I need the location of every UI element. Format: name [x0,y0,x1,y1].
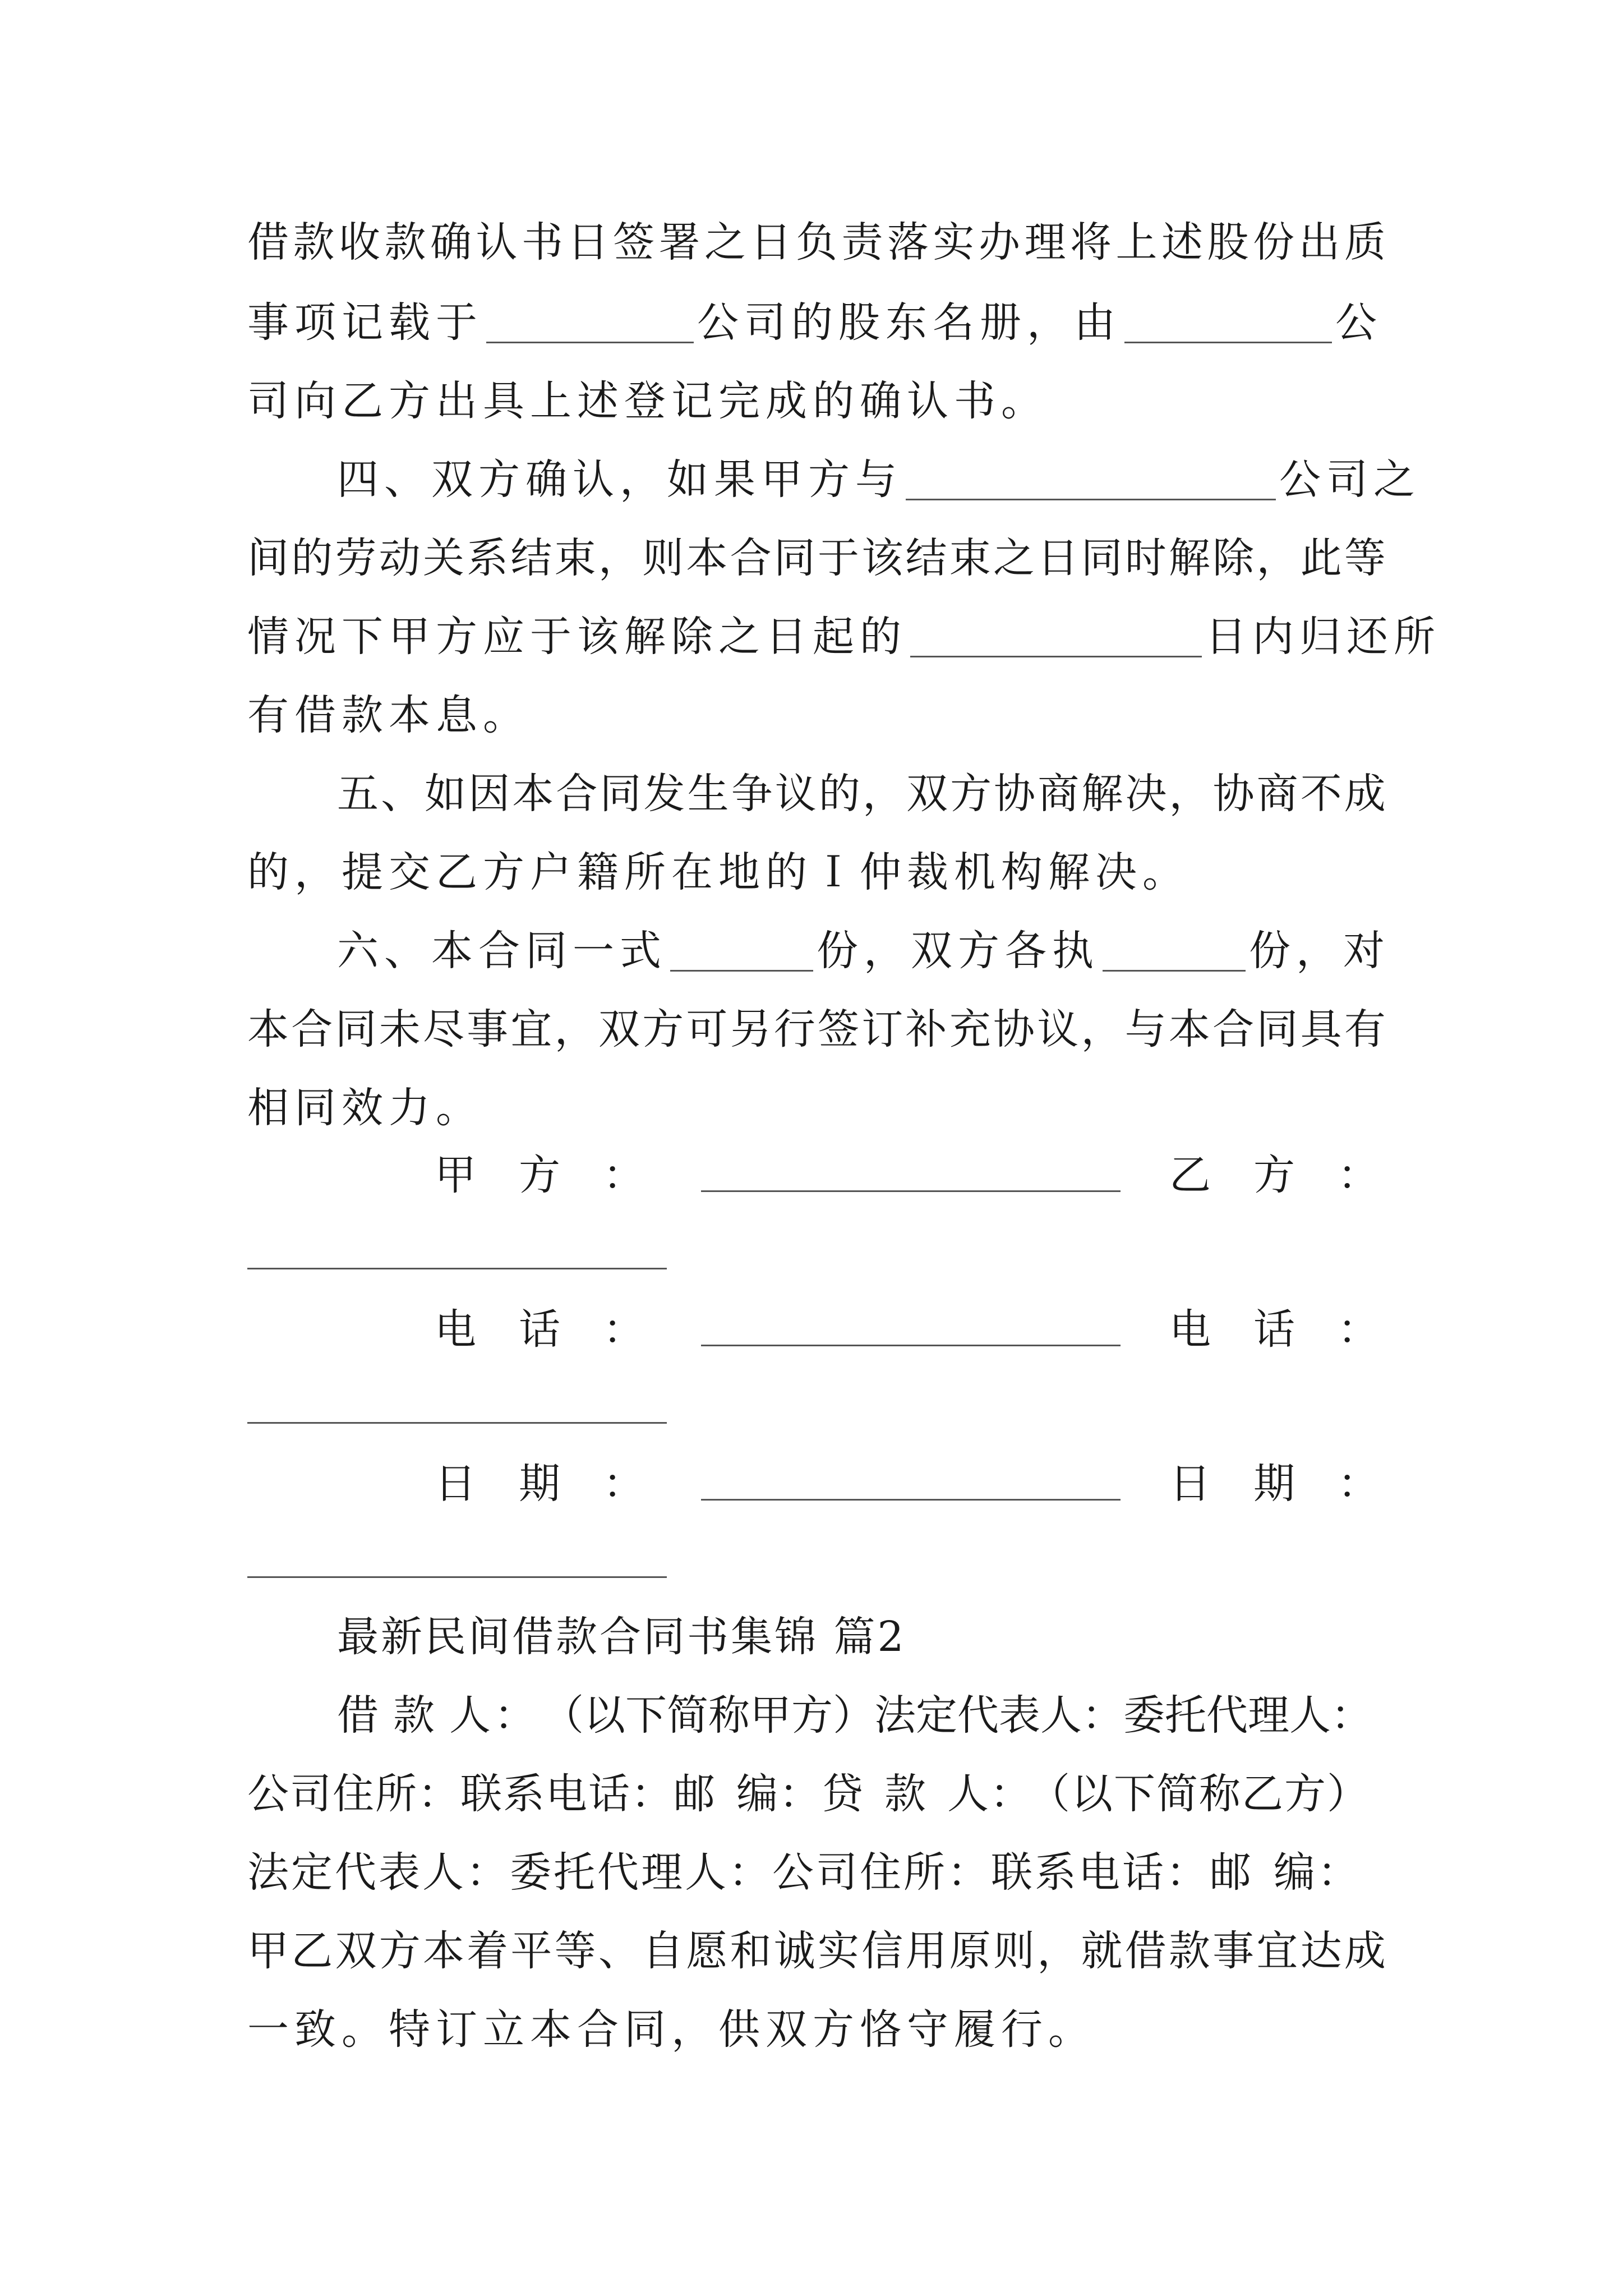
text-char: 借 [247,218,289,266]
text-char: 协 [1212,770,1255,818]
text-char: 订 [861,1005,903,1053]
text-char: 可 [686,1005,728,1053]
text-char: ， [1256,534,1298,582]
paragraph-line [247,1912,1386,1990]
text-char: 的 [818,770,860,818]
text-char: 等 [1344,534,1386,582]
text-fragment: 借 [337,1691,379,1740]
text-char: ， [554,1005,596,1053]
text-char: 之 [993,534,1035,582]
text-char: 本 [1168,1005,1210,1053]
text-fragment: 公司住所：联系电话：邮 [247,1770,716,1818]
text-char: 发 [643,770,685,818]
text-char: 股 [1207,218,1249,266]
text-fragment: 人： [947,1770,1032,1818]
text-char: 事 [467,1005,509,1053]
text-char: 收 [339,218,380,266]
paragraph-line: 司向乙方出具上述登记完成的确认书。 [247,377,1048,425]
text-char: 具 [1300,1005,1342,1053]
party-a-signature-line [701,1190,1121,1192]
text-char: 补 [905,1005,947,1053]
text-char: 同 [335,1005,377,1053]
paragraph-line [247,597,1441,676]
text-char: 上 [1115,218,1158,266]
text-char: 成 [1344,1927,1386,1975]
text-char: 理 [1024,218,1066,266]
text-char: ， [598,534,640,582]
text-char: 自 [642,1927,684,1975]
text-char: 另 [730,1005,772,1053]
text-char: 责 [841,218,883,266]
text-char: 借 [1124,1927,1166,1975]
text-char: 确 [430,218,472,266]
text-char: 同 [1256,1005,1298,1053]
paragraph-line [247,1676,1386,1755]
text-char: 认 [476,218,518,266]
text-char: 实 [933,218,975,266]
text-char: 于 [818,534,860,582]
paragraph-line [247,519,1386,597]
text-char: 生 [687,770,729,818]
paragraph-line: 有借款本息。 [247,691,530,739]
text-char: 合 [730,534,772,582]
text-fragment: 公 [1335,298,1382,347]
text-fragment: 六、本合同一式 [337,927,667,975]
paragraph-line [247,1755,1386,1833]
text-char: 落 [887,218,929,266]
text-char: 、 [381,770,423,818]
text-char: 实 [818,1927,860,1975]
text-char: 出 [1298,218,1340,266]
text-char: 合 [1212,1005,1255,1053]
fill-in-blank [906,499,1276,500]
text-char: 束 [949,534,991,582]
text-char: 成 [1344,770,1386,818]
text-char: 和 [730,1927,772,1975]
text-char: 乙 [291,1927,333,1975]
text-char: 商 [1038,770,1080,818]
text-char: 等 [554,1927,596,1975]
date-a-colon: ： [603,1460,644,1508]
text-char: 本 [247,1005,289,1053]
fill-in-blank [486,342,694,343]
text-char: 份 [1253,218,1294,266]
text-char: 议 [1037,1005,1079,1053]
date-a-char: 日 [435,1460,476,1508]
phone-b-colon: ： [1338,1305,1379,1354]
text-char: 原 [949,1927,991,1975]
text-char: 签 [613,218,654,266]
paragraph-line [247,440,1421,519]
text-char: 时 [1124,534,1166,582]
paragraph-line: 相同效力。 [247,1084,483,1132]
text-char: 信 [861,1927,903,1975]
text-char: 合 [556,770,598,818]
phone-b-char: 话 [1253,1305,1295,1354]
paragraph-line [247,283,1386,362]
text-char: 款 [1168,1927,1210,1975]
text-char: 、 [598,1927,640,1975]
text-char: 行 [773,1005,815,1053]
text-char: 尽 [422,1005,464,1053]
text-char: 甲 [247,1927,289,1975]
text-char: 之 [704,218,746,266]
party-b-colon: ： [1338,1151,1379,1199]
text-char: ， [1037,1927,1079,1975]
text-char: 因 [468,770,510,818]
text-fragment: 份，对 [1249,927,1390,975]
text-char: 议 [774,770,817,818]
text-char: 系 [467,534,509,582]
date-a-line [701,1499,1121,1501]
text-char: 着 [467,1927,509,1975]
text-char: 负 [796,218,837,266]
text-char: 双 [598,1005,640,1053]
text-char: 本 [422,1927,464,1975]
party-b-char: 方 [1253,1151,1295,1199]
text-char: 同 [1081,534,1123,582]
text-fragment: 日内归还所 [1205,613,1441,661]
section-heading: 最新民间借款合同书集锦 篇2 [337,1613,906,1661]
text-char: 日 [1037,534,1079,582]
text-char: 书 [522,218,563,266]
text-char: 同 [600,770,642,818]
text-char: 解 [1168,534,1210,582]
text-char: 合 [291,1005,333,1053]
text-char: 款 [384,218,426,266]
text-char: 该 [861,534,903,582]
text-char: 不 [1300,770,1342,818]
text-char: 的 [291,534,333,582]
party-a-char: 甲 [435,1151,476,1199]
text-char: 用 [905,1927,947,1975]
text-fragment: 公司之 [1279,455,1421,504]
text-fragment: 四、双方确认，如果甲方与 [337,455,902,504]
phone-b-line [247,1422,667,1424]
paragraph-line: 的，提交乙方户籍所在地的Ｉ仲裁机构解决。 [247,848,1189,896]
text-char: 劳 [335,534,377,582]
text-char: 方 [642,1005,684,1053]
text-char: 关 [422,534,464,582]
date-b-colon: ： [1338,1460,1379,1508]
phone-a-colon: ： [603,1305,644,1354]
date-b-char: 日 [1169,1460,1211,1508]
text-char: 争 [731,770,773,818]
text-char: 束 [554,534,596,582]
text-char: 双 [906,770,948,818]
paragraph-line [247,912,1390,990]
text-char: 则 [642,534,684,582]
text-char: 与 [1124,1005,1166,1053]
text-char: 双 [335,1927,377,1975]
date-b-char: 期 [1253,1460,1295,1508]
text-char: 此 [1300,534,1342,582]
party-a-char: 方 [519,1151,560,1199]
text-char: ， [1081,1005,1123,1053]
text-char: 款 [293,218,335,266]
text-fragment: 人 [449,1691,491,1740]
text-char: ， [1169,770,1211,818]
paragraph-line [247,754,1386,833]
text-char: 如 [425,770,467,818]
text-char: 就 [1081,1927,1123,1975]
paragraph-line: 一致。特订立本合同，供双方恪守履行。 [247,2005,1095,2054]
text-char: 述 [1161,218,1203,266]
party-a-colon: ： [603,1151,644,1199]
text-fragment: 公司的股东名册，由 [697,298,1121,347]
text-fragment: （以下简称乙方） [1049,1770,1370,1818]
phone-b-char: 电 [1169,1305,1211,1354]
paragraph-line [247,1833,1386,1912]
text-char: 质 [1344,218,1386,266]
text-fragment: （以下简称甲方）法定代表人：委托代理人： [542,1691,1372,1740]
text-char: 未 [379,1005,421,1053]
phone-a-line [701,1345,1121,1346]
text-fragment: 事项记载于 [247,298,483,347]
text-char: 日 [567,218,609,266]
paragraph-line [247,203,1386,282]
phone-a-char: 电 [435,1305,476,1354]
text-char: 结 [905,534,947,582]
text-char: 除 [1212,534,1255,582]
fill-in-blank [670,970,813,972]
text-char: 有 [1344,1005,1386,1053]
fill-in-blank [1124,342,1332,343]
text-char: 方 [950,770,992,818]
text-char: ， [862,770,904,818]
text-char: 协 [993,1005,1035,1053]
text-char: 本 [686,534,728,582]
date-a-char: 期 [519,1460,560,1508]
party-b-char: 乙 [1169,1151,1211,1199]
text-char: 事 [1212,1927,1255,1975]
text-fragment: 编： [1274,1848,1361,1897]
text-char: 本 [512,770,554,818]
text-char: 协 [994,770,1036,818]
text-fragment: 款 [393,1691,435,1740]
text-char: 则 [993,1927,1035,1975]
text-char: 平 [510,1927,552,1975]
text-char: 达 [1300,1927,1342,1975]
text-char: 署 [658,218,700,266]
party-b-signature-line [247,1268,667,1269]
text-fragment: 款 [884,1770,927,1818]
text-fragment: 法定代表人：委托代理人：公司住所：联系电话：邮 [247,1848,1253,1897]
date-b-line [247,1576,667,1578]
text-fragment: 编：贷 [736,1770,864,1818]
text-char: 结 [510,534,552,582]
phone-a-char: 话 [519,1305,560,1354]
text-char: 愿 [686,1927,728,1975]
text-fragment: ： [494,1691,536,1740]
text-char: 间 [247,534,289,582]
text-char: 五 [337,770,379,818]
text-char: 签 [818,1005,860,1053]
text-char: 宜 [1256,1927,1298,1975]
text-char: 方 [379,1927,421,1975]
text-char: 办 [979,218,1020,266]
text-fragment: 情况下甲方应于该解除之日起的 [247,613,907,661]
text-char: 诚 [773,1927,815,1975]
fill-in-blank [1103,970,1246,972]
text-char: 同 [773,534,815,582]
paragraph-line [247,990,1386,1069]
text-fragment: 份，双方各执 [817,927,1099,975]
text-char: 宜 [510,1005,552,1053]
text-char: 充 [949,1005,991,1053]
fill-in-blank [910,656,1202,657]
text-char: 将 [1070,218,1112,266]
text-char: 决 [1125,770,1167,818]
text-char: 动 [379,534,421,582]
text-char: 日 [750,218,792,266]
text-char: 解 [1081,770,1123,818]
text-char: 商 [1256,770,1298,818]
